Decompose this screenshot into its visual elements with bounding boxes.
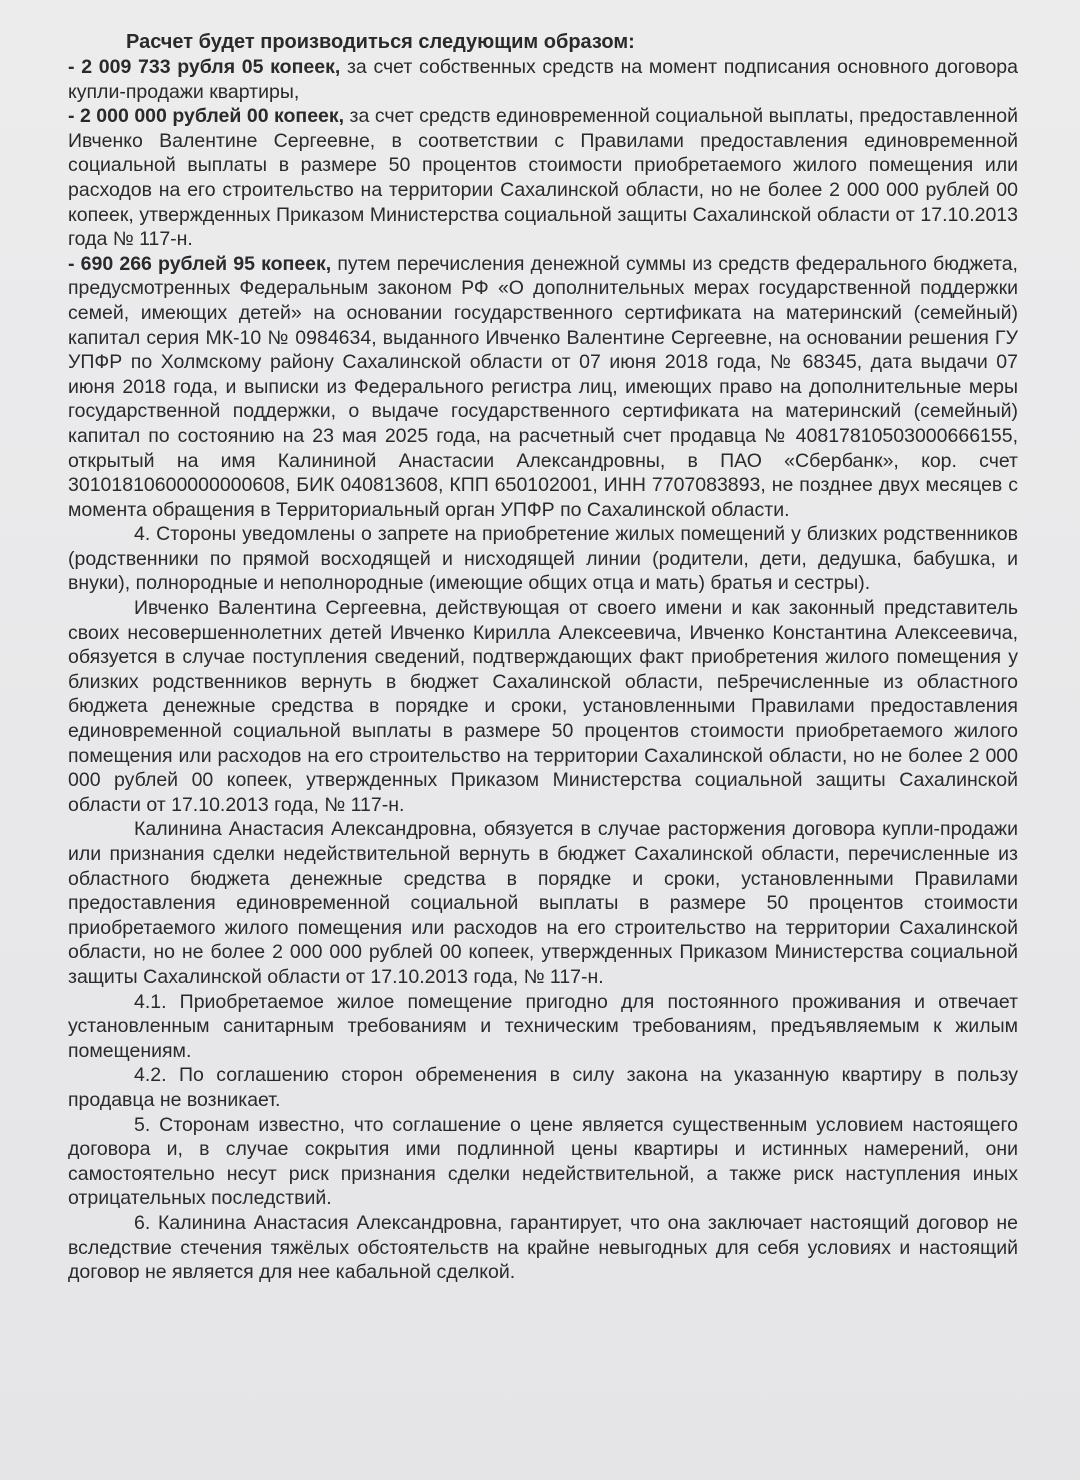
clause-4: 4. Стороны уведомлены о запрете на приобретение жилых помещений у близких родственников (родственники по прямой восходящей и нисходящей линии (родители, дети, дедушка, бабушка, и внуки), полнородные и неполнородные (имеющие общих отца и мать) братья и сестры). — [68, 523, 1018, 595]
clause-4-1: 4.1. Приобретаемое жилое помещение пригодно для постоянного проживания и отвечает установленным санитарным требованиям и техническим требованиям, предъявляемым к жилым помещениям. — [68, 990, 1018, 1062]
clause-4-2: 4.2. По соглашению сторон обременения в силу закона на указанную квартиру в пользу продавца не возникает. — [68, 1064, 1018, 1111]
payment-social-grant — [68, 104, 1018, 252]
payment-maternity-capital — [68, 252, 1018, 523]
clause-5: 5. Сторонам известно, что соглашение о цене является существенным условием настоящего договора и, в случае сокрытия ими подлинной цены квартиры и истинных намерений, они самостоятельно несут риск признания сделки недействительной, а также риск наступления иных отрицательных последствий. — [68, 1113, 1018, 1210]
payment-maternity-capital-amount: - 690 266 рублей 95 копеек, — [68, 252, 332, 275]
clause-6: 6. Калинина Анастасия Александровна, гарантирует, что она заключает настоящий договор не вследствие стечения тяжёлых обстоятельств на крайне невыгодных для себя условиях и настоящий договор не является для нее кабальной сделкой. — [68, 1211, 1018, 1284]
payment-social-grant-text: за счет средств единовременной социальной выплаты, предоставленной Ивченко Валентине Сергеевне, в соответствии с Правилами предоставления единовременной социальной выплаты в размере 50 процентов стоимости приобретаемого жилого помещения или расходов на его строительство на территории Сахалинской области, но не более 2 000 000 рублей 00 копеек, утвержденных Приказом Министерства социальной защиты Сахалинской области от 17.10.2013 года № 117-н. — [68, 105, 1018, 251]
clause-4-ivchenko-obligation: Ивченко Валентина Сергеевна, действующая от своего имени и как законный представитель своих несовершеннолетних детей Ивченко Кирилла Алексеевича, Ивченко Константина Алексеевича, обязуется в случае поступления сведений, подтверждающих факт приобретения жилого помещения у близких родственников вернуть в бюджет Сахалинской области, пе5речисленные из областного бюджета денежные средства в порядке и сроки, установленными Правилами предоставления единовременной социальной выплаты в размере 50 процентов стоимости приобретаемого жилого помещения или расходов на его строительство на территории Сахалинской области, но не более 2 000 000 рублей 00 копеек, утвержденных Приказом Министерства социальной защиты Сахалинской области от 17.10.2013 года, № 117-н. — [68, 597, 1018, 816]
payment-social-grant-amount: - 2 000 000 рублей 00 копеек, — [68, 105, 345, 128]
section-heading: Расчет будет производиться следующим образом: — [126, 31, 635, 53]
clause-4-kalinina-obligation: Калинина Анастасия Александровна, обязуется в случае расторжения договора купли-продажи или признания сделки недействительной вернуть в бюджет Сахалинской области, перечисленные из областного бюджета денежные средства в порядке и сроки, установленными Правилами предоставления единовременной социальной выплаты в размере 50 процентов стоимости приобретаемого жилого помещения или расходов на его строительство на территории Сахалинской области, но не более 2 000 000 рублей 00 копеек, утвержденных Приказом Министерства социальной защиты Сахалинской области от 17.10.2013 года, № 117-н. — [68, 818, 1018, 988]
payment-maternity-capital-text: путем перечисления денежной суммы из средств федерального бюджета, предусмотренных Федеральным законом РФ «О дополнительных мерах государственной поддержки семей, имеющих детей» на основании государственного сертификата на материнский (семейный) капитал серия МК-10 № 0984634, выданного Ивченко Валентине Сергеевне, на основании решения ГУ УПФР по Холмскому району Сахалинской области от 07 июня 2018 года, № 68345, дата выдачи 07 июня 2018 года, и выписки из Федерального регистра лиц, имеющих право на дополнительные меры государственной поддержки, о выдаче государственного сертификата на материнский (семейный) капитал по состоянию на 23 мая 2025 года, на расчетный счет продавца № 40817810503000666155, открытый на имя Калининой Анастасии Александровны, в ПАО «Сбербанк», кор. счет 30101810600000000608, БИК 040813608, КПП 650102001, ИНН 7707083893, не позднее двух месяцев с момента обращения в Территориальный орган УПФР по Сахалинской области. — [68, 252, 1018, 521]
payment-own-funds — [68, 55, 1018, 104]
payment-own-funds-text: за счет собственных средств на момент подписания основного договора купли-продажи квартиры, — [68, 56, 1018, 103]
payment-own-funds-amount: - 2 009 733 рубля 05 копеек, — [68, 56, 341, 78]
